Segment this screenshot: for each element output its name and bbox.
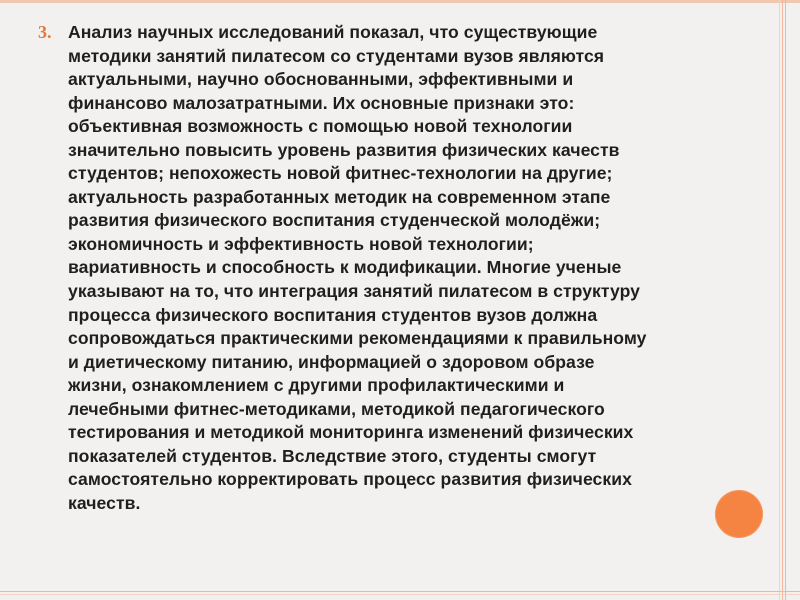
paragraph-line: объективная возможность с помощью новой технологии (68, 116, 573, 137)
paragraph-line: Анализ научных исследований показал, что существующие (68, 22, 598, 42)
paragraph-line: вариативность и способность к модификации. Многие ученые (68, 257, 622, 278)
right-accent-rule (782, 0, 783, 600)
paragraph-line: процесса физического воспитания студентов вузов должна (68, 304, 598, 325)
bottom-accent-rule (0, 594, 800, 595)
paragraph-line: качеств. (68, 492, 141, 513)
top-accent-stripe (0, 0, 800, 3)
paragraph-line: значительно повысить уровень развития физических качеств (68, 139, 620, 160)
paragraph-line: показателей студентов. Вследствие этого, студенты смогут (68, 445, 597, 466)
slide-content (38, 21, 728, 515)
paragraph-line: и диетическому питанию, информацией о здоровом образе (68, 351, 595, 372)
paragraph-line: развития физического воспитания студенческой молодёжи; (68, 210, 601, 231)
numbered-list-item (38, 21, 728, 515)
paragraph-line: тестирования и методикой мониторинга изменений физических (68, 422, 634, 443)
paragraph-text (68, 21, 728, 515)
paragraph-line: актуальными, научно обоснованными, эффективными и (68, 69, 574, 90)
right-accent-rule (779, 0, 780, 600)
paragraph-line: актуальность разработанных методик на современном этапе (68, 186, 611, 207)
right-accent-rule (785, 0, 786, 600)
paragraph-line: указывают на то, что интеграция занятий пилатесом в структуру (68, 281, 641, 302)
paragraph-line: жизни, ознакомлением с другими профилактическими и (68, 375, 565, 396)
paragraph-line: самостоятельно корректировать процесс развития физических (68, 469, 632, 490)
bottom-accent-rule (0, 591, 800, 592)
paragraph-line: студентов; непохожесть новой фитнес-технологии на другие; (68, 163, 613, 184)
paragraph-line: экономичность и эффективность новой технологии; (68, 233, 534, 254)
paragraph-line: методики занятий пилатесом со студентами вузов являются (68, 45, 605, 66)
paragraph-line: лечебными фитнес-методиками, методикой педагогического (68, 398, 605, 419)
paragraph-line: финансово малозатратными. Их основные признаки это: (68, 92, 575, 113)
paragraph-line: сопровождаться практическими рекомендациями к правильному (68, 328, 647, 349)
list-number: 3. (38, 22, 52, 42)
